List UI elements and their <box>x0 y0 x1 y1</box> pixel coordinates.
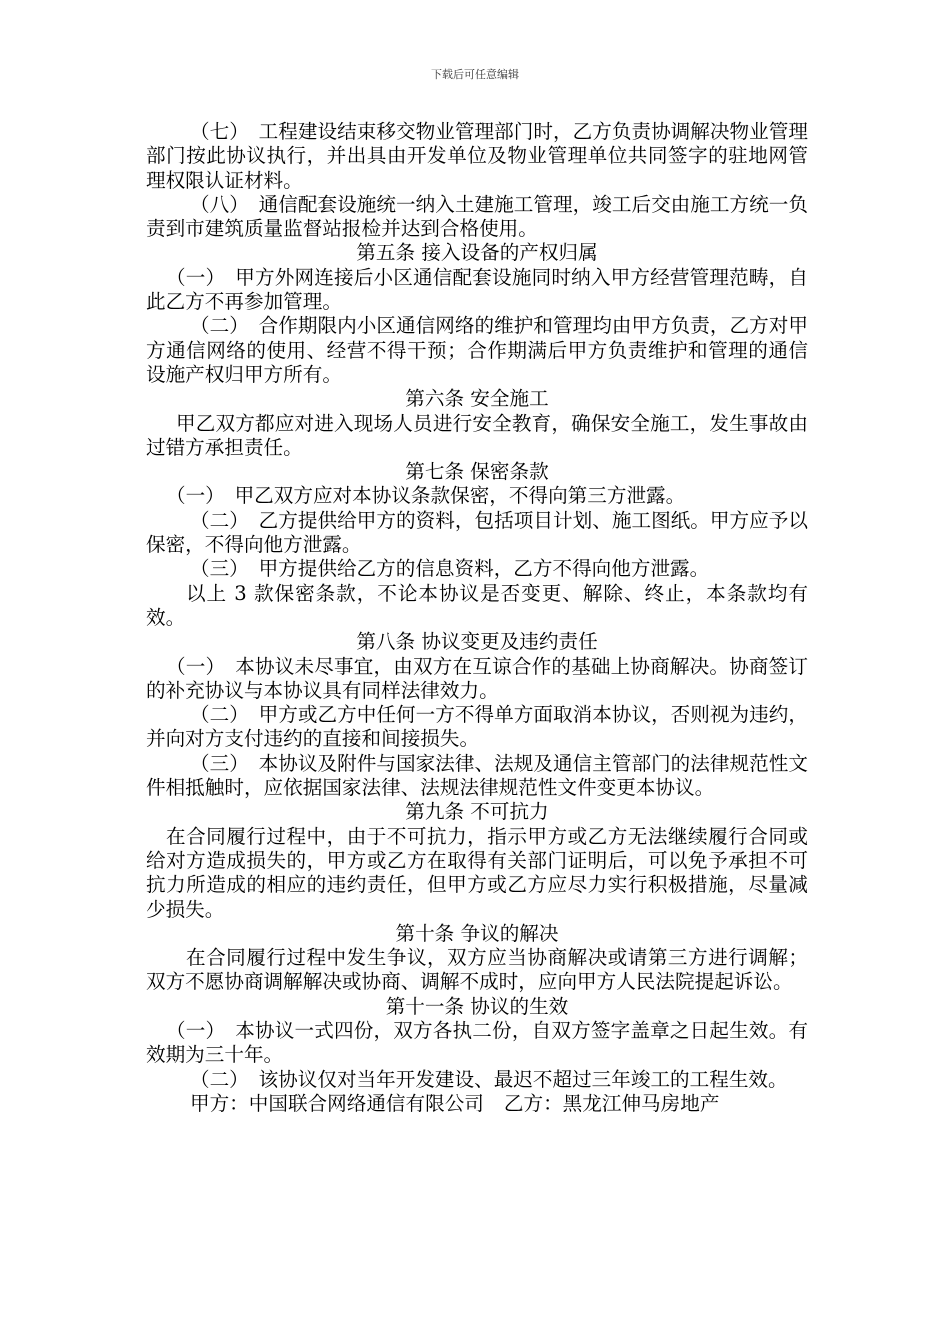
clause-paragraph: （二） 甲方或乙方中任何一方不得单方面取消本协议，否则视为违约，并向对方支付违约的直接和间接损失。 <box>146 703 808 751</box>
clause-paragraph: （一） 本协议未尽事宜，由双方在互谅合作的基础上协商解决。协商签订的补充协议与本协议具有同样法律效力。 <box>146 654 808 702</box>
clause-paragraph: （二） 合作期限内小区通信网络的维护和管理均由甲方负责，乙方对甲方通信网络的使用、经营不得干预；合作期满后甲方负责维护和管理的通信设施产权归甲方所有。 <box>146 314 808 386</box>
clause-paragraph: （八） 通信配套设施统一纳入土建施工管理，竣工后交由施工方统一负责到市建筑质量监督站报检并达到合格使用。 <box>146 192 808 241</box>
signature-line <box>146 1092 808 1116</box>
clause-paragraph: （三） 甲方提供给乙方的信息资料，乙方不得向他方泄露。 <box>190 557 710 581</box>
section-heading: 第十条 争议的解决 <box>395 921 559 945</box>
clause-paragraph: （二） 该协议仅对当年开发建设、最迟不超过三年竣工的工程生效。 <box>190 1067 788 1091</box>
party-b-signature: 乙方：黑龙江伸马房地产 <box>503 1091 720 1115</box>
section-heading: 第九条 不可抗力 <box>405 800 549 824</box>
section-heading: 第八条 协议变更及违约责任 <box>356 630 598 654</box>
section-heading: 第十一条 协议的生效 <box>385 994 569 1018</box>
clause-paragraph: 在合同履行过程中发生争议，双方应当协商解决或请第三方进行调解；双方不愿协商调解解决或协商、调解不成时，应向甲方人民法院提起诉讼。 <box>146 946 808 994</box>
clause-paragraph: （二） 乙方提供给甲方的资料，包括项目计划、施工图纸。甲方应予以保密，不得向他方泄露。 <box>146 508 808 557</box>
section-heading: 第七条 保密条款 <box>405 460 549 484</box>
document-body <box>146 120 808 1116</box>
clause-paragraph: （一） 甲方外网连接后小区通信配套设施同时纳入甲方经营管理范畴，自此乙方不再参加管理。 <box>146 265 808 314</box>
section-heading: 第六条 安全施工 <box>405 387 549 411</box>
clause-paragraph: （一） 本协议一式四份，双方各执二份，自双方签字盖章之日起生效。有效期为三十年。 <box>146 1018 808 1067</box>
clause-paragraph: （一） 甲乙双方应对本协议条款保密，不得向第三方泄露。 <box>166 484 686 508</box>
clause-paragraph: 在合同履行过程中，由于不可抗力，指示甲方或乙方无法继续履行合同或给对方造成损失的，甲方或乙方在取得有关部门证明后，可以免予承担不可抗力所造成的相应的违约责任，但甲方或乙方应尽力实行积极措施，尽量减少损失。 <box>146 824 808 921</box>
party-a-signature: 甲方：中国联合网络通信有限公司 <box>190 1091 484 1115</box>
page-header: 下载后可任意编辑 <box>431 68 519 81</box>
section-heading: 第五条 接入设备的产权归属 <box>356 241 598 265</box>
clause-paragraph: 甲乙双方都应对进入现场人员进行安全教育，确保安全施工，发生事故由过错方承担责任。 <box>146 411 808 459</box>
clause-paragraph: 以上 3 款保密条款，不论本协议是否变更、解除、终止，本条款均有效。 <box>146 581 808 629</box>
clause-paragraph: （七） 工程建设结束移交物业管理部门时，乙方负责协调解决物业管理部门按此协议执行，并出具由开发单位及物业管理单位共同签字的驻地网管理权限认证材料。 <box>146 120 808 192</box>
clause-paragraph: （三） 本协议及附件与国家法律、法规及通信主管部门的法律规范性文件相抵触时，应依据国家法律、法规法律规范性文件变更本协议。 <box>146 751 808 800</box>
